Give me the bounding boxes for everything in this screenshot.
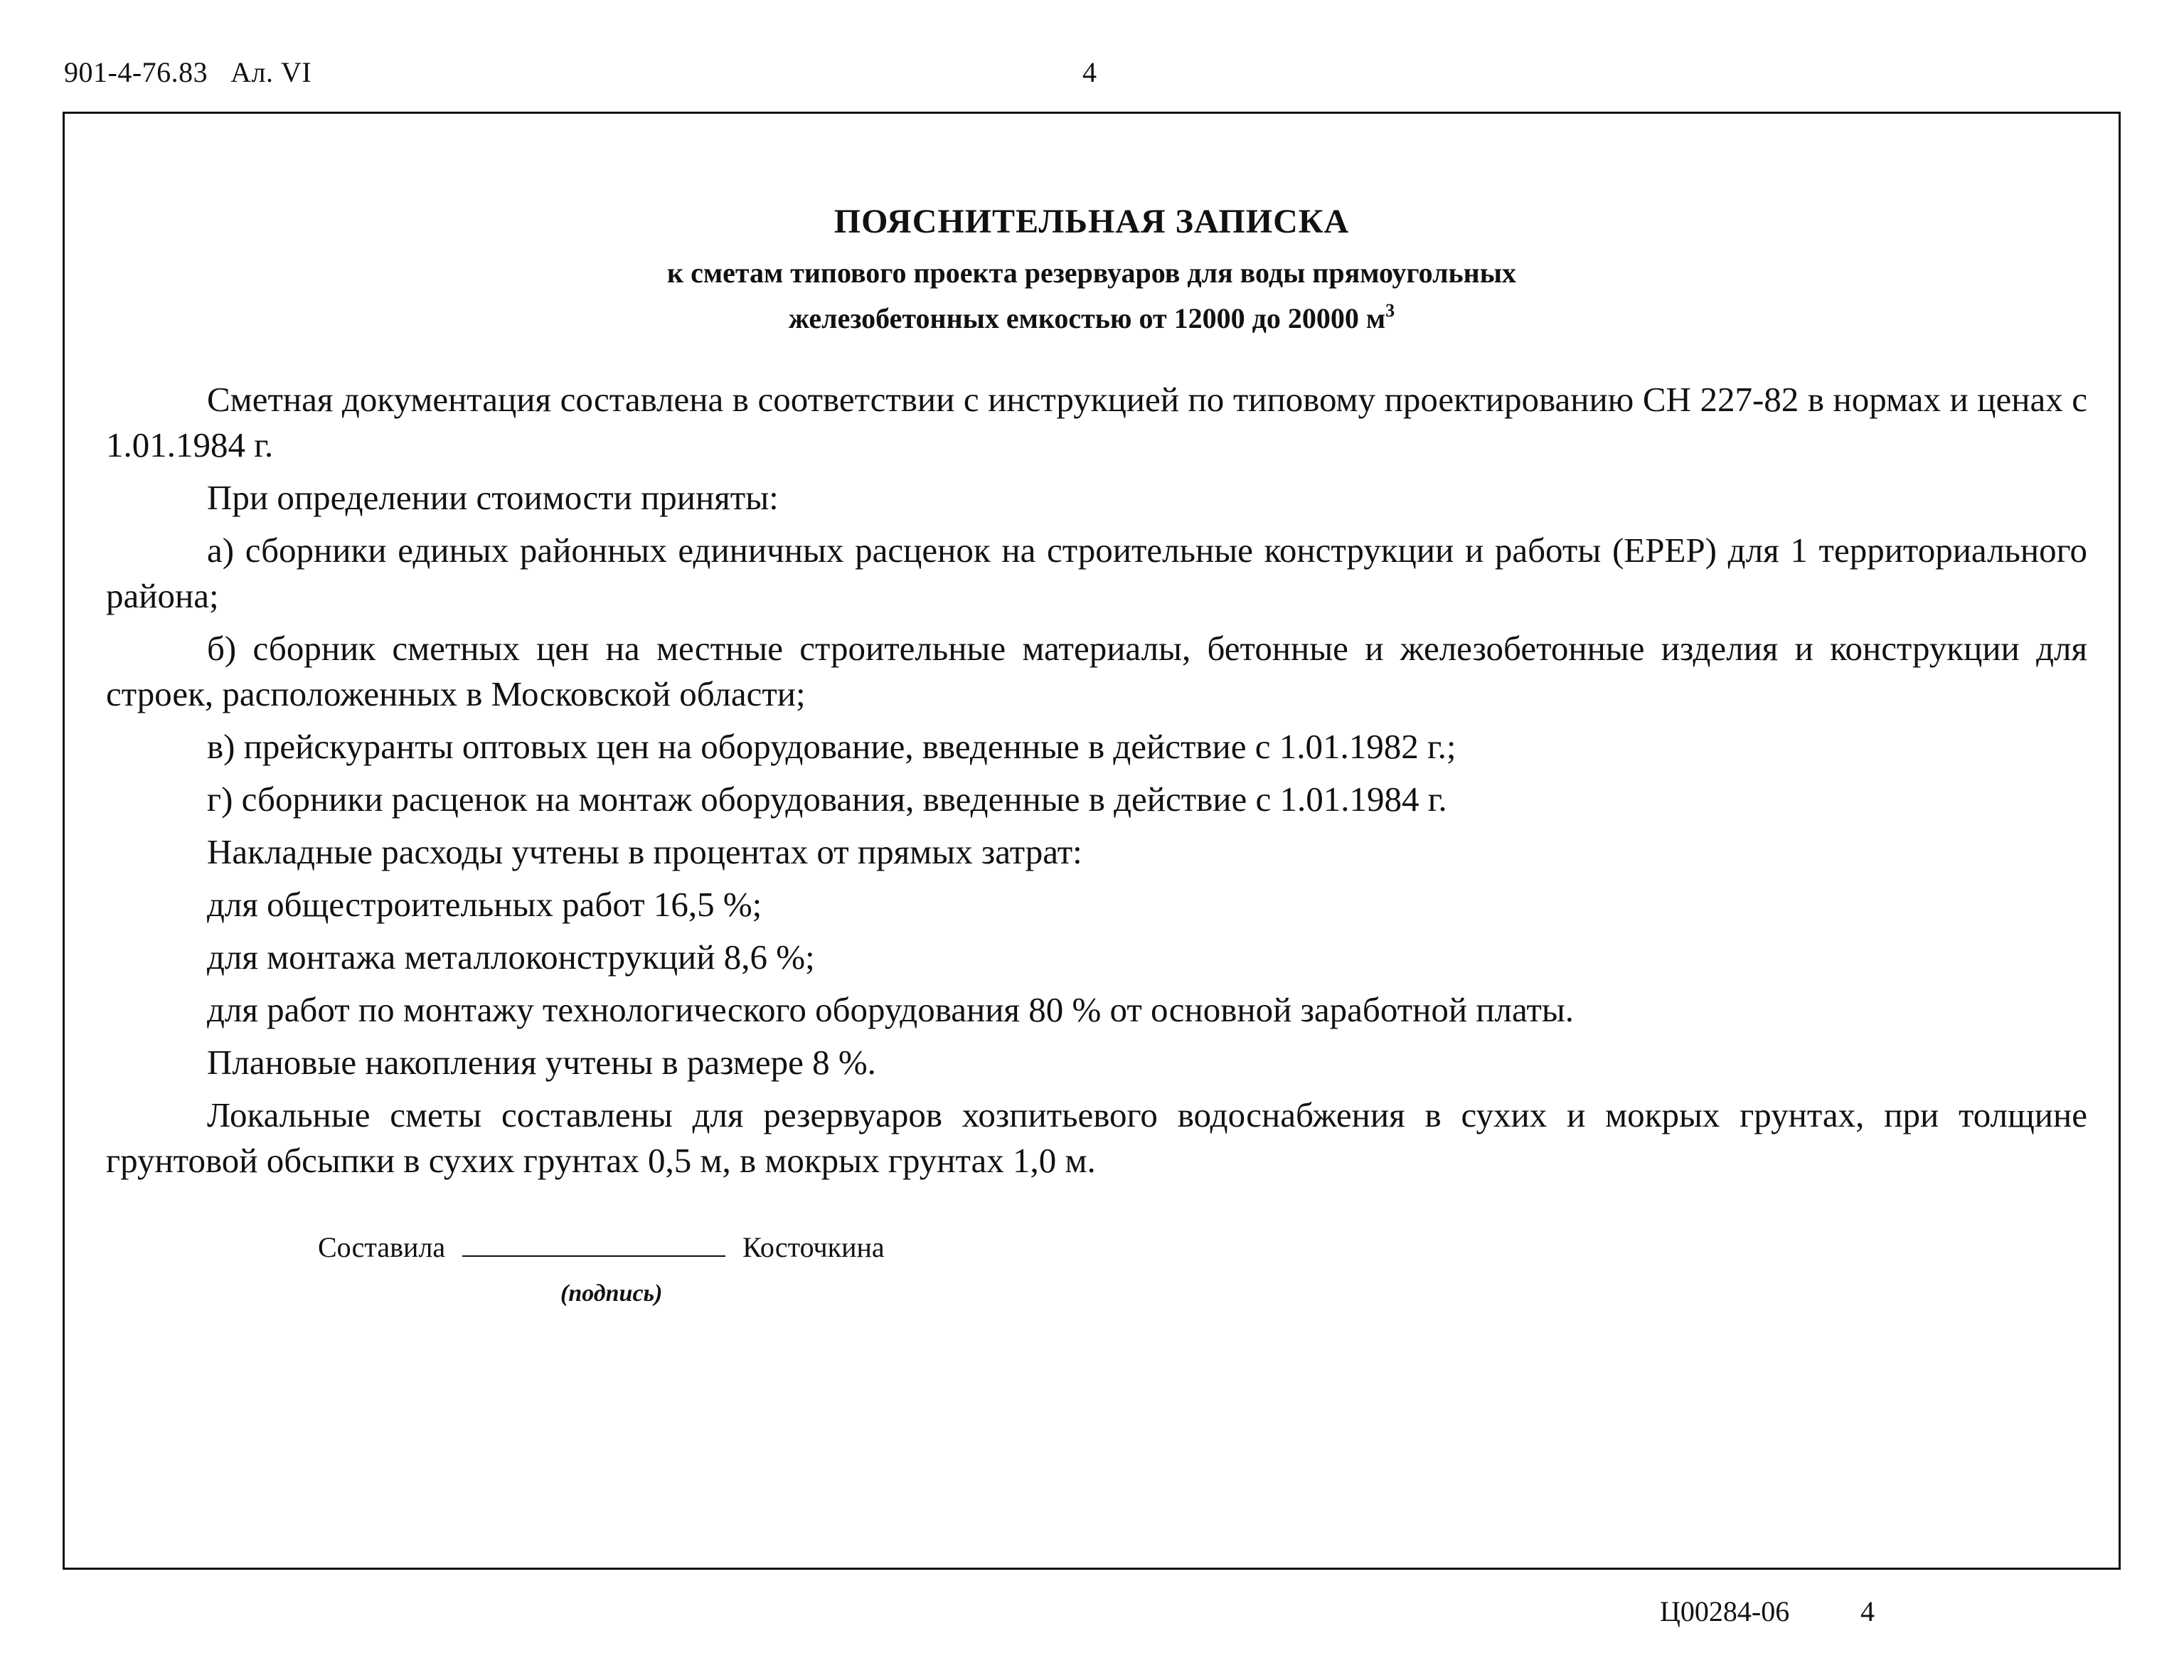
document-frame (63, 112, 2121, 1570)
list-item-v: в) прейскуранты оптовых цен на оборудование, введенные в действие с 1.01.1982 г.; (207, 727, 1456, 766)
paragraph-overhead: Накладные расходы учтены в процентах от прямых затрат: (207, 832, 1082, 871)
subtitle-line-1: к сметам типового проекта резервуаров для воды прямоугольных (667, 257, 1516, 289)
top-page-number: 4 (1082, 56, 1097, 88)
paragraph-local-estimates: Локальные сметы составлены для резервуаров хозпитьевого водоснабжения в сухих и мокрых грунтах, при толщине грунтовой обсыпки в сухих грунтах 0,5 м, в мокрых грунтах 1,0 м. (106, 1095, 2087, 1180)
list-item-a: а) сборники единых районных единичных расценок на строительные конструкции и работы (ЕРЕР) для 1 территориального района; (106, 531, 2087, 615)
overhead-general-construction: для общестроительных работ 16,5 %; (207, 885, 762, 924)
bottom-page-number: 4 (1860, 1595, 1875, 1627)
document-heading (65, 199, 2119, 341)
document-subtitle (65, 250, 2119, 341)
paragraph-planned-savings: Плановые накопления учтены в размере 8 %. (207, 1043, 876, 1082)
signature-line (462, 1248, 725, 1257)
paragraph-cost-basis: При определении стоимости приняты: (207, 478, 779, 517)
overhead-equipment-installation: для работ по монтажу технологического оборудования 80 % от основной заработной платы. (207, 990, 1575, 1029)
document-code (64, 55, 311, 89)
body-text (106, 377, 2087, 1191)
document-title: ПОЯСНИТЕЛЬНАЯ ЗАПИСКА (833, 203, 1350, 240)
list-item-b: б) сборник сметных цен на местные строительные материалы, бетонные и железобетонные изделия и конструкции для строек, расположенных в Московской области; (106, 629, 2087, 713)
signature-caption: (подпись) (560, 1280, 663, 1307)
list-item-g: г) сборники расценок на монтаж оборудования, введенные в действие с 1.01.1984 г. (207, 780, 1447, 819)
signature-label: Составила (318, 1231, 446, 1263)
paragraph-intro: Сметная документация составлена в соответствии с инструкцией по типовому проектированию СН 227-82 в нормах и ценах с 1.01.1984 г. (106, 380, 2087, 464)
signature-block (318, 1230, 885, 1264)
document-code-number: 901-4-76.83 (64, 56, 208, 88)
signature-name: Косточкина (742, 1231, 885, 1263)
overhead-metal-structures: для монтажа металлоконструкций 8,6 %; (207, 937, 815, 977)
archive-code: Ц00284-06 (1660, 1595, 1790, 1627)
subtitle-line-2-text: железобетонных емкостью от 12000 до 20000 м (788, 302, 1386, 334)
cubic-superscript: 3 (1385, 300, 1395, 321)
subtitle-line-2 (65, 296, 2119, 341)
album-number: Ал. VI (230, 56, 312, 88)
